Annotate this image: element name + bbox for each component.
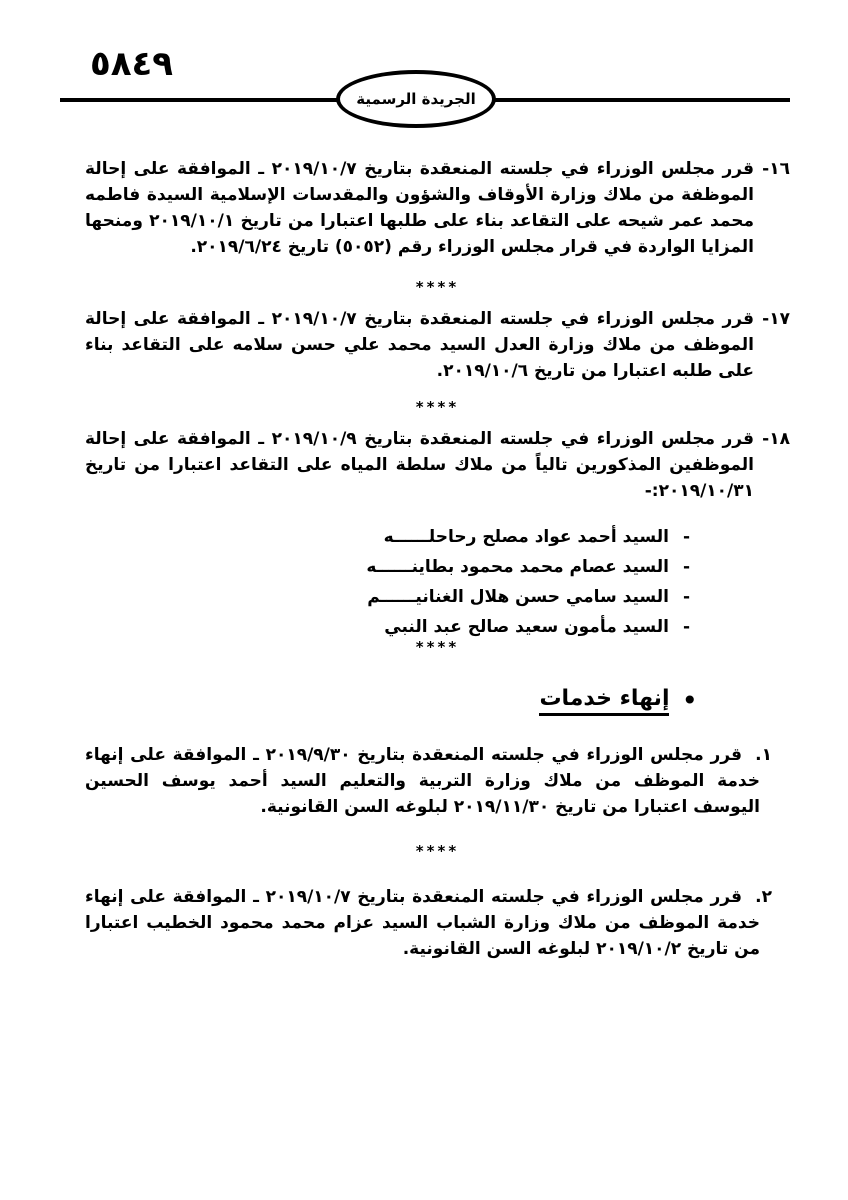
separator-stars: ****	[415, 398, 460, 416]
termination-number: ٢.	[755, 887, 772, 907]
list-dash: -	[682, 587, 690, 607]
list-item	[366, 552, 690, 582]
decision-item-17	[85, 306, 790, 384]
decision-item-18	[85, 426, 790, 504]
retiree-name-list	[366, 522, 690, 642]
decision-item-16	[85, 156, 790, 260]
decision-number: ١٧-	[762, 309, 790, 329]
termination-text: قرر مجلس الوزراء في جلسته المنعقدة بتاريخ ٢٠١٩/٩/٣٠ ـ الموافقة على إنهاء خدمة الموظف من ملاك وزارة التربية والتعليم السيد أحمد يوسف الحسين اليوسف اعتبارا من تاريخ ٢٠١٩/١١/٣٠ لبلوغه السن القانونية.	[85, 745, 760, 817]
list-dash: -	[682, 557, 690, 577]
retiree-name: السيد مأمون سعيد صالح عبد النبي	[384, 617, 669, 637]
decision-text: قرر مجلس الوزراء في جلسته المنعقدة بتاريخ ٢٠١٩/١٠/٧ ـ الموافقة على إحالة الموظفة من ملاك وزارة الأوقاف والشؤون والمقدسات الإسلامية السيدة فاطمه محمد عمر شيحه على التقاعد بناء على طلبها اعتبارا من تاريخ ٢٠١٩/١٠/١ ومنحها المزايا الواردة في قرار مجلس الوزراء رقم (٥٠٥٢) تاريخ ٢٠١٩/٦/٢٤.	[85, 159, 755, 257]
bullet-icon: •	[681, 684, 698, 717]
section-heading-end-of-services	[539, 686, 698, 716]
list-item	[366, 582, 690, 612]
masthead-oval	[336, 70, 496, 128]
separator-stars: ****	[415, 278, 460, 296]
list-dash: -	[682, 617, 690, 637]
section-title: إنهاء خدمات	[539, 686, 669, 716]
decision-text: قرر مجلس الوزراء في جلسته المنعقدة بتاريخ ٢٠١٩/١٠/٩ ـ الموافقة على إحالة الموظفين المذكورين تالياً من ملاك سلطة المياه على التقاعد اعتبارا من تاريخ ٢٠١٩/١٠/٣١:-	[85, 429, 754, 501]
termination-item-2	[85, 884, 790, 962]
retiree-name: السيد أحمد عواد مصلح رحاحلــــــه	[383, 527, 669, 547]
separator-stars: ****	[415, 638, 460, 656]
masthead-title: الجريدة الرسمية	[356, 90, 476, 108]
decision-text: قرر مجلس الوزراء في جلسته المنعقدة بتاريخ ٢٠١٩/١٠/٧ ـ الموافقة على إحالة الموظف من ملاك وزارة العدل السيد محمد علي حسن سلامه على التقاعد بناء على طلبه اعتبارا من تاريخ ٢٠١٩/١٠/٦.	[85, 309, 754, 381]
decision-number: ١٨-	[762, 429, 790, 449]
separator-stars: ****	[415, 842, 460, 860]
page-number: ٥٨٤٩	[90, 44, 174, 84]
retiree-name: السيد سامي حسن هلال الغنانيــــــم	[367, 587, 669, 607]
decision-number: ١٦-	[762, 159, 790, 179]
list-item	[366, 522, 690, 552]
termination-item-1	[85, 742, 790, 820]
retiree-name: السيد عصام محمد محمود بطاينــــــه	[366, 557, 669, 577]
termination-text: قرر مجلس الوزراء في جلسته المنعقدة بتاريخ ٢٠١٩/١٠/٧ ـ الموافقة على إنهاء خدمة الموظف من ملاك وزارة الشباب السيد عزام محمد محمود الخطيب اعتبارا من تاريخ ٢٠١٩/١٠/٢ لبلوغه السن القانونية.	[85, 887, 760, 959]
list-dash: -	[682, 527, 690, 547]
termination-number: ١.	[755, 745, 772, 765]
